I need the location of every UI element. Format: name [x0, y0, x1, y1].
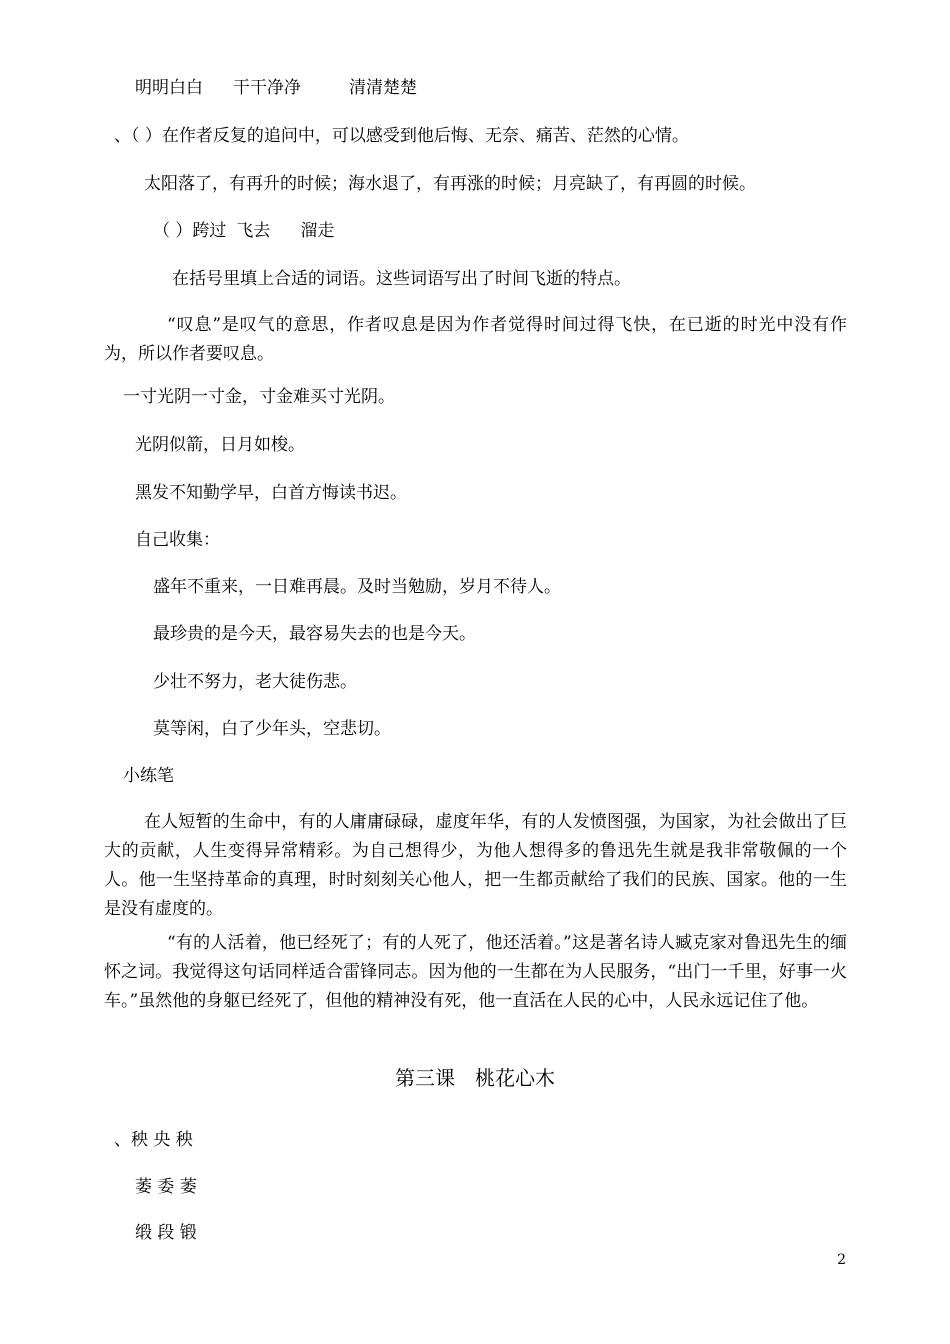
page-number: 2: [837, 1252, 846, 1268]
fill-note: 在括号里填上合适的词语。这些词语写出了时间飞逝的特点。: [172, 269, 631, 289]
fill-word: 飞去: [236, 221, 271, 241]
word-row-top: [135, 77, 417, 99]
fill-word: 溜走: [300, 221, 335, 241]
sun-sentence: 太阳落了，有再升的时候；海水退了，有再涨的时候；月亮缺了，有再圆的时候。: [144, 174, 756, 194]
proverb-line: 一寸光阴一寸金，寸金难买寸光阴。: [123, 387, 395, 407]
collected-line: 莫等闲，白了少年头，空悲切。: [153, 719, 391, 739]
proverb-line: 光阴似箭，日月如梭。: [135, 435, 305, 455]
word-item: 明明白白: [135, 78, 203, 98]
fill-word: （ ）跨过: [153, 221, 227, 241]
practice-label: 小练笔: [123, 766, 174, 786]
question-feelings: 、（ ）在作者反复的追问中，可以感受到他后悔、无奈、痛苦、茫然的心情。: [114, 126, 689, 146]
sigh-paragraph: “叹息”是叹气的意思，作者叹息是因为作者觉得时间过得飞快，在已逝的时光中没有作为，所以作者要叹息。: [104, 315, 847, 364]
lesson-title: 第三课 桃花心木: [395, 1066, 555, 1090]
collected-line: 盛年不重来，一日难再晨。及时当勉励，岁月不待人。: [153, 577, 561, 597]
collected-line: 少壮不努力，老大徒伤悲。: [153, 672, 357, 692]
char-group: 缎 段 锻: [135, 1223, 197, 1243]
collected-line: 最珍贵的是今天，最容易失去的也是今天。: [153, 624, 476, 644]
self-collect-label: 自己收集：: [135, 530, 220, 550]
practice-paragraph-2: “有的人活着，他已经死了；有的人死了，他还活着。”这是著名诗人臧克家对鲁迅先生的缅怀之词。我觉得这句话同样适合雷锋同志。因为他的一生都在为人民服务，“出门一千里，好事一火车。”虽然他的身躯已经死了，但他的精神没有死，他一直活在人民的心中，人民永远记住了他。: [104, 933, 847, 1011]
practice-paragraph-1: 在人短暂的生命中，有的人庸庸碌碌，虚度年华，有的人发愤图强，为国家，为社会做出了巨大的贡献，人生变得异常精彩。为自己想得少，为他人想得多的鲁迅先生就是我非常敬佩的一个人。他一生坚持革命的真理，时时刻刻关心他人，把一生都贡献给了我们的民族、国家。他的一生是没有虚度的。: [104, 812, 847, 919]
char-group: 萎 委 萎: [135, 1177, 197, 1197]
word-item: 干干净净: [233, 78, 301, 98]
char-group: 、秧 央 秧: [114, 1130, 193, 1150]
proverb-line: 黑发不知勤学早，白首方悔读书迟。: [135, 483, 407, 503]
word-item: 清清楚楚: [349, 78, 417, 98]
fill-words-row: [153, 220, 334, 242]
